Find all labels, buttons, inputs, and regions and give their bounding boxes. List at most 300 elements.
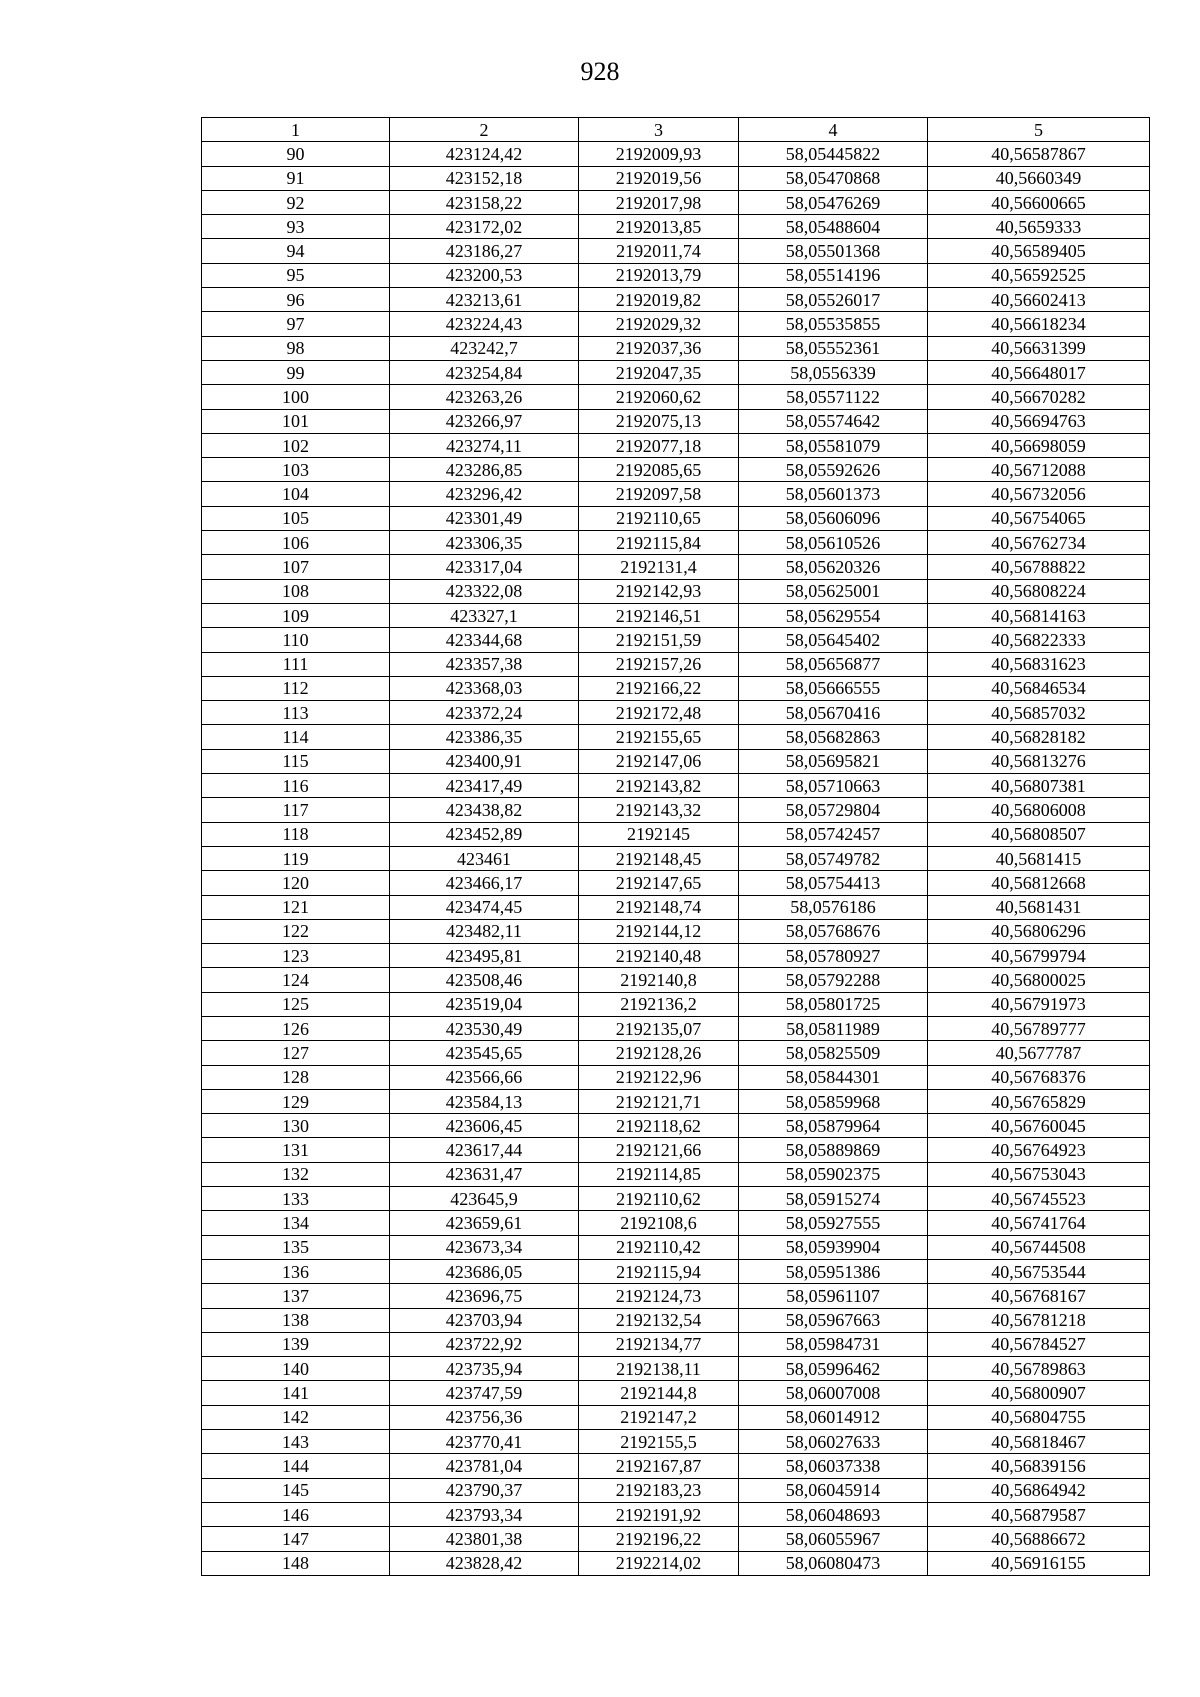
table-cell-col-3: 2192134,77 xyxy=(579,1332,739,1356)
table-cell-col-3: 2192011,74 xyxy=(579,239,739,263)
table-cell-col-2: 423317,04 xyxy=(390,555,579,579)
table-row xyxy=(202,1478,1150,1502)
table-cell-col-1: 105 xyxy=(202,506,390,530)
table-cell-col-1: 97 xyxy=(202,312,390,336)
table-row xyxy=(202,312,1150,336)
column-header-5: 5 xyxy=(928,118,1150,142)
table-cell-col-1: 132 xyxy=(202,1162,390,1186)
table-cell-col-5: 40,56712088 xyxy=(928,458,1150,482)
table-cell-col-4: 58,05645402 xyxy=(739,628,928,652)
table-cell-col-2: 423722,92 xyxy=(390,1332,579,1356)
table-cell-col-4: 58,05902375 xyxy=(739,1162,928,1186)
table-cell-col-5: 40,56760045 xyxy=(928,1114,1150,1138)
table-cell-col-1: 93 xyxy=(202,215,390,239)
table-cell-col-3: 2192019,82 xyxy=(579,288,739,312)
table-row xyxy=(202,968,1150,992)
table-row xyxy=(202,190,1150,214)
table-cell-col-5: 40,56744508 xyxy=(928,1235,1150,1259)
table-cell-col-2: 423495,81 xyxy=(390,944,579,968)
table-cell-col-1: 122 xyxy=(202,919,390,943)
table-cell-col-4: 58,05625001 xyxy=(739,579,928,603)
table-cell-col-5: 40,56765829 xyxy=(928,1089,1150,1113)
table-cell-col-4: 58,05592626 xyxy=(739,458,928,482)
table-cell-col-1: 90 xyxy=(202,142,390,166)
table-cell-col-2: 423124,42 xyxy=(390,142,579,166)
table-cell-col-2: 423263,26 xyxy=(390,385,579,409)
table-row xyxy=(202,992,1150,1016)
table-cell-col-4: 58,05801725 xyxy=(739,992,928,1016)
table-cell-col-5: 40,56764923 xyxy=(928,1138,1150,1162)
table-cell-col-4: 58,05571122 xyxy=(739,385,928,409)
table-cell-col-1: 125 xyxy=(202,992,390,1016)
table-cell-col-5: 40,56745523 xyxy=(928,1187,1150,1211)
table-cell-col-1: 135 xyxy=(202,1235,390,1259)
table-cell-col-5: 40,56789863 xyxy=(928,1357,1150,1381)
table-cell-col-4: 58,05792288 xyxy=(739,968,928,992)
table-cell-col-4: 58,06007008 xyxy=(739,1381,928,1405)
table-cell-col-4: 58,05780927 xyxy=(739,944,928,968)
table-cell-col-3: 2192037,36 xyxy=(579,336,739,360)
table-cell-col-3: 2192110,42 xyxy=(579,1235,739,1259)
table-cell-col-2: 423673,34 xyxy=(390,1235,579,1259)
table-cell-col-2: 423158,22 xyxy=(390,190,579,214)
table-cell-col-4: 58,05927555 xyxy=(739,1211,928,1235)
table-cell-col-4: 58,05656877 xyxy=(739,652,928,676)
table-row xyxy=(202,676,1150,700)
table-cell-col-3: 2192148,45 xyxy=(579,846,739,870)
table-cell-col-4: 58,05574642 xyxy=(739,409,928,433)
table-cell-col-5: 40,56600665 xyxy=(928,190,1150,214)
table-cell-col-1: 127 xyxy=(202,1041,390,1065)
table-cell-col-3: 2192196,22 xyxy=(579,1527,739,1551)
table-row xyxy=(202,1527,1150,1551)
table-cell-col-4: 58,05666555 xyxy=(739,676,928,700)
table-cell-col-2: 423186,27 xyxy=(390,239,579,263)
table-cell-col-1: 101 xyxy=(202,409,390,433)
table-row xyxy=(202,1502,1150,1526)
table-cell-col-2: 423735,94 xyxy=(390,1357,579,1381)
table-cell-col-1: 120 xyxy=(202,871,390,895)
table-cell-col-1: 100 xyxy=(202,385,390,409)
table-row xyxy=(202,1357,1150,1381)
table-cell-col-2: 423286,85 xyxy=(390,458,579,482)
table-cell-col-4: 58,05825509 xyxy=(739,1041,928,1065)
table-cell-col-3: 2192143,32 xyxy=(579,798,739,822)
table-cell-col-2: 423452,89 xyxy=(390,822,579,846)
table-row xyxy=(202,531,1150,555)
table-cell-col-3: 2192122,96 xyxy=(579,1065,739,1089)
table-cell-col-4: 58,06080473 xyxy=(739,1551,928,1575)
table-cell-col-3: 2192108,6 xyxy=(579,1211,739,1235)
table-cell-col-3: 2192145 xyxy=(579,822,739,846)
table-cell-col-1: 96 xyxy=(202,288,390,312)
table-cell-col-4: 58,06014912 xyxy=(739,1405,928,1429)
table-cell-col-5: 40,56670282 xyxy=(928,385,1150,409)
table-cell-col-3: 2192047,35 xyxy=(579,360,739,384)
table-row xyxy=(202,1162,1150,1186)
table-cell-col-3: 2192013,79 xyxy=(579,263,739,287)
table-row xyxy=(202,871,1150,895)
table-cell-col-4: 58,05749782 xyxy=(739,846,928,870)
table-cell-col-4: 58,06037338 xyxy=(739,1454,928,1478)
table-cell-col-5: 40,56800907 xyxy=(928,1381,1150,1405)
table-cell-col-4: 58,05859968 xyxy=(739,1089,928,1113)
table-row xyxy=(202,1138,1150,1162)
table-cell-col-4: 58,05996462 xyxy=(739,1357,928,1381)
table-cell-col-2: 423417,49 xyxy=(390,774,579,798)
table-row xyxy=(202,846,1150,870)
table-cell-col-3: 2192136,2 xyxy=(579,992,739,1016)
table-cell-col-4: 58,05961107 xyxy=(739,1284,928,1308)
table-row xyxy=(202,1308,1150,1332)
table-cell-col-3: 2192019,56 xyxy=(579,166,739,190)
table-cell-col-2: 423266,97 xyxy=(390,409,579,433)
table-row xyxy=(202,1284,1150,1308)
table-cell-col-3: 2192155,5 xyxy=(579,1430,739,1454)
table-cell-col-2: 423327,1 xyxy=(390,603,579,627)
table-row xyxy=(202,142,1150,166)
table-cell-col-2: 423686,05 xyxy=(390,1259,579,1283)
table-cell-col-1: 123 xyxy=(202,944,390,968)
table-cell-col-4: 58,06027633 xyxy=(739,1430,928,1454)
table-row xyxy=(202,1235,1150,1259)
table-cell-col-5: 40,56768376 xyxy=(928,1065,1150,1089)
table-cell-col-4: 58,06045914 xyxy=(739,1478,928,1502)
table-cell-col-3: 2192075,13 xyxy=(579,409,739,433)
table-cell-col-1: 95 xyxy=(202,263,390,287)
table-cell-col-2: 423368,03 xyxy=(390,676,579,700)
table-cell-col-5: 40,5677787 xyxy=(928,1041,1150,1065)
table-cell-col-1: 119 xyxy=(202,846,390,870)
table-cell-col-3: 2192029,32 xyxy=(579,312,739,336)
table-row xyxy=(202,1114,1150,1138)
table-cell-col-2: 423519,04 xyxy=(390,992,579,1016)
table-cell-col-1: 128 xyxy=(202,1065,390,1089)
table-cell-col-3: 2192114,85 xyxy=(579,1162,739,1186)
table-cell-col-2: 423703,94 xyxy=(390,1308,579,1332)
table-cell-col-5: 40,56857032 xyxy=(928,701,1150,725)
table-cell-col-1: 117 xyxy=(202,798,390,822)
table-cell-col-5: 40,56818467 xyxy=(928,1430,1150,1454)
table-cell-col-3: 2192121,71 xyxy=(579,1089,739,1113)
table-cell-col-5: 40,56741764 xyxy=(928,1211,1150,1235)
table-cell-col-5: 40,56846534 xyxy=(928,676,1150,700)
table-cell-col-1: 145 xyxy=(202,1478,390,1502)
table-row xyxy=(202,919,1150,943)
coordinates-table xyxy=(201,117,1150,1576)
table-cell-col-3: 2192132,54 xyxy=(579,1308,739,1332)
table-cell-col-3: 2192143,82 xyxy=(579,774,739,798)
table-cell-col-4: 58,05606096 xyxy=(739,506,928,530)
table-cell-col-1: 143 xyxy=(202,1430,390,1454)
table-row xyxy=(202,822,1150,846)
table-cell-col-2: 423386,35 xyxy=(390,725,579,749)
table-cell-col-1: 113 xyxy=(202,701,390,725)
table-cell-col-4: 58,06048693 xyxy=(739,1502,928,1526)
table-cell-col-5: 40,56807381 xyxy=(928,774,1150,798)
table-cell-col-5: 40,56631399 xyxy=(928,336,1150,360)
table-cell-col-5: 40,56806296 xyxy=(928,919,1150,943)
table-cell-col-2: 423254,84 xyxy=(390,360,579,384)
table-cell-col-5: 40,56808224 xyxy=(928,579,1150,603)
table-row xyxy=(202,263,1150,287)
table-cell-col-4: 58,05811989 xyxy=(739,1016,928,1040)
table-cell-col-5: 40,56753043 xyxy=(928,1162,1150,1186)
table-cell-col-5: 40,56813276 xyxy=(928,749,1150,773)
table-cell-col-5: 40,56791973 xyxy=(928,992,1150,1016)
table-cell-col-3: 2192131,4 xyxy=(579,555,739,579)
table-cell-col-4: 58,05951386 xyxy=(739,1259,928,1283)
table-row xyxy=(202,1259,1150,1283)
table-cell-col-2: 423545,65 xyxy=(390,1041,579,1065)
table-cell-col-2: 423306,35 xyxy=(390,531,579,555)
table-cell-col-5: 40,5660349 xyxy=(928,166,1150,190)
table-row xyxy=(202,506,1150,530)
table-cell-col-3: 2192115,84 xyxy=(579,531,739,555)
table-row xyxy=(202,1065,1150,1089)
table-cell-col-2: 423274,11 xyxy=(390,433,579,457)
table-cell-col-5: 40,56839156 xyxy=(928,1454,1150,1478)
table-cell-col-4: 58,05470868 xyxy=(739,166,928,190)
table-row xyxy=(202,652,1150,676)
table-cell-col-1: 142 xyxy=(202,1405,390,1429)
table-cell-col-3: 2192183,23 xyxy=(579,1478,739,1502)
table-cell-col-4: 58,05445822 xyxy=(739,142,928,166)
table-cell-col-5: 40,56812668 xyxy=(928,871,1150,895)
table-cell-col-2: 423357,38 xyxy=(390,652,579,676)
table-cell-col-3: 2192121,66 xyxy=(579,1138,739,1162)
table-cell-col-1: 107 xyxy=(202,555,390,579)
table-cell-col-2: 423438,82 xyxy=(390,798,579,822)
table-cell-col-5: 40,56788822 xyxy=(928,555,1150,579)
table-cell-col-5: 40,56618234 xyxy=(928,312,1150,336)
table-cell-col-2: 423793,34 xyxy=(390,1502,579,1526)
table-cell-col-1: 138 xyxy=(202,1308,390,1332)
table-cell-col-4: 58,05710663 xyxy=(739,774,928,798)
table-cell-col-5: 40,56781218 xyxy=(928,1308,1150,1332)
table-cell-col-4: 58,05488604 xyxy=(739,215,928,239)
table-cell-col-4: 58,05601373 xyxy=(739,482,928,506)
table-row xyxy=(202,215,1150,239)
table-cell-col-3: 2192146,51 xyxy=(579,603,739,627)
table-cell-col-1: 136 xyxy=(202,1259,390,1283)
table-cell-col-4: 58,0556339 xyxy=(739,360,928,384)
table-cell-col-5: 40,56822333 xyxy=(928,628,1150,652)
table-cell-col-1: 94 xyxy=(202,239,390,263)
table-row xyxy=(202,628,1150,652)
table-cell-col-2: 423152,18 xyxy=(390,166,579,190)
table-cell-col-5: 40,56753544 xyxy=(928,1259,1150,1283)
table-cell-col-4: 58,05879964 xyxy=(739,1114,928,1138)
column-header-4: 4 xyxy=(739,118,928,142)
table-cell-col-5: 40,56814163 xyxy=(928,603,1150,627)
table-cell-col-2: 423606,45 xyxy=(390,1114,579,1138)
table-row xyxy=(202,603,1150,627)
table-row xyxy=(202,798,1150,822)
table-cell-col-5: 40,56648017 xyxy=(928,360,1150,384)
table-cell-col-4: 58,05581079 xyxy=(739,433,928,457)
table-cell-col-3: 2192140,48 xyxy=(579,944,739,968)
table-cell-col-3: 2192138,11 xyxy=(579,1357,739,1381)
table-cell-col-2: 423781,04 xyxy=(390,1454,579,1478)
table-cell-col-3: 2192013,85 xyxy=(579,215,739,239)
table-cell-col-4: 58,05501368 xyxy=(739,239,928,263)
table-cell-col-2: 423296,42 xyxy=(390,482,579,506)
table-cell-col-3: 2192142,93 xyxy=(579,579,739,603)
table-row xyxy=(202,482,1150,506)
table-row xyxy=(202,1430,1150,1454)
table-cell-col-3: 2192077,18 xyxy=(579,433,739,457)
table-cell-col-5: 40,56831623 xyxy=(928,652,1150,676)
table-cell-col-1: 133 xyxy=(202,1187,390,1211)
table-cell-col-1: 146 xyxy=(202,1502,390,1526)
table-cell-col-1: 141 xyxy=(202,1381,390,1405)
table-cell-col-1: 129 xyxy=(202,1089,390,1113)
table-cell-col-4: 58,05754413 xyxy=(739,871,928,895)
table-cell-col-1: 106 xyxy=(202,531,390,555)
table-cell-col-2: 423790,37 xyxy=(390,1478,579,1502)
table-cell-col-1: 139 xyxy=(202,1332,390,1356)
table-row xyxy=(202,409,1150,433)
table-cell-col-2: 423242,7 xyxy=(390,336,579,360)
table-cell-col-1: 104 xyxy=(202,482,390,506)
table-cell-col-4: 58,05514196 xyxy=(739,263,928,287)
table-cell-col-1: 124 xyxy=(202,968,390,992)
table-row xyxy=(202,433,1150,457)
table-cell-col-2: 423372,24 xyxy=(390,701,579,725)
table-cell-col-5: 40,56886672 xyxy=(928,1527,1150,1551)
table-cell-col-5: 40,56602413 xyxy=(928,288,1150,312)
column-header-2: 2 xyxy=(390,118,579,142)
table-cell-col-5: 40,5681431 xyxy=(928,895,1150,919)
table-cell-col-3: 2192147,2 xyxy=(579,1405,739,1429)
table-row xyxy=(202,944,1150,968)
table-cell-col-4: 58,05967663 xyxy=(739,1308,928,1332)
table-cell-col-5: 40,56789777 xyxy=(928,1016,1150,1040)
table-cell-col-5: 40,56768167 xyxy=(928,1284,1150,1308)
table-cell-col-3: 2192115,94 xyxy=(579,1259,739,1283)
table-cell-col-4: 58,05682863 xyxy=(739,725,928,749)
table-cell-col-5: 40,56804755 xyxy=(928,1405,1150,1429)
table-cell-col-2: 423301,49 xyxy=(390,506,579,530)
table-cell-col-1: 115 xyxy=(202,749,390,773)
table-cell-col-3: 2192144,8 xyxy=(579,1381,739,1405)
table-cell-col-1: 108 xyxy=(202,579,390,603)
table-row xyxy=(202,458,1150,482)
table-row xyxy=(202,725,1150,749)
table-cell-col-4: 58,05729804 xyxy=(739,798,928,822)
table-cell-col-1: 111 xyxy=(202,652,390,676)
table-cell-col-2: 423400,91 xyxy=(390,749,579,773)
table-cell-col-4: 58,05476269 xyxy=(739,190,928,214)
table-row xyxy=(202,239,1150,263)
table-cell-col-3: 2192118,62 xyxy=(579,1114,739,1138)
table-cell-col-1: 118 xyxy=(202,822,390,846)
table-cell-col-4: 58,05742457 xyxy=(739,822,928,846)
table-cell-col-1: 91 xyxy=(202,166,390,190)
table-cell-col-1: 103 xyxy=(202,458,390,482)
table-cell-col-2: 423508,46 xyxy=(390,968,579,992)
table-cell-col-2: 423224,43 xyxy=(390,312,579,336)
table-cell-col-4: 58,05889869 xyxy=(739,1138,928,1162)
table-header xyxy=(202,118,1150,142)
table-cell-col-2: 423801,38 xyxy=(390,1527,579,1551)
table-row xyxy=(202,360,1150,384)
table-cell-col-3: 2192147,06 xyxy=(579,749,739,773)
table-row xyxy=(202,1211,1150,1235)
table-cell-col-3: 2192128,26 xyxy=(579,1041,739,1065)
table-cell-col-4: 58,05844301 xyxy=(739,1065,928,1089)
table-cell-col-3: 2192167,87 xyxy=(579,1454,739,1478)
table-cell-col-5: 40,56879587 xyxy=(928,1502,1150,1526)
table-cell-col-3: 2192124,73 xyxy=(579,1284,739,1308)
table-row xyxy=(202,336,1150,360)
table-cell-col-1: 92 xyxy=(202,190,390,214)
table-row xyxy=(202,579,1150,603)
table-cell-col-5: 40,56800025 xyxy=(928,968,1150,992)
table-row xyxy=(202,1089,1150,1113)
table-row xyxy=(202,895,1150,919)
table-cell-col-1: 99 xyxy=(202,360,390,384)
table-row xyxy=(202,1551,1150,1575)
table-cell-col-5: 40,56762734 xyxy=(928,531,1150,555)
table-cell-col-2: 423474,45 xyxy=(390,895,579,919)
table-cell-col-1: 116 xyxy=(202,774,390,798)
table-cell-col-4: 58,05768676 xyxy=(739,919,928,943)
table-cell-col-3: 2192214,02 xyxy=(579,1551,739,1575)
table-cell-col-3: 2192017,98 xyxy=(579,190,739,214)
table-cell-col-1: 144 xyxy=(202,1454,390,1478)
table-cell-col-5: 40,56732056 xyxy=(928,482,1150,506)
table-row xyxy=(202,701,1150,725)
table-cell-col-3: 2192166,22 xyxy=(579,676,739,700)
table-cell-col-3: 2192097,58 xyxy=(579,482,739,506)
table-cell-col-5: 40,56916155 xyxy=(928,1551,1150,1575)
table-cell-col-3: 2192009,93 xyxy=(579,142,739,166)
table-row xyxy=(202,1016,1150,1040)
table-cell-col-5: 40,56589405 xyxy=(928,239,1150,263)
table-cell-col-4: 58,05610526 xyxy=(739,531,928,555)
table-cell-col-2: 423770,41 xyxy=(390,1430,579,1454)
table-cell-col-5: 40,56806008 xyxy=(928,798,1150,822)
table-cell-col-1: 140 xyxy=(202,1357,390,1381)
table-cell-col-5: 40,56828182 xyxy=(928,725,1150,749)
table-cell-col-4: 58,05620326 xyxy=(739,555,928,579)
table-cell-col-5: 40,56587867 xyxy=(928,142,1150,166)
table-cell-col-2: 423645,9 xyxy=(390,1187,579,1211)
table-row xyxy=(202,749,1150,773)
table-cell-col-4: 58,05552361 xyxy=(739,336,928,360)
table-cell-col-2: 423213,61 xyxy=(390,288,579,312)
table-cell-col-3: 2192135,07 xyxy=(579,1016,739,1040)
table-cell-col-5: 40,56784527 xyxy=(928,1332,1150,1356)
table-cell-col-5: 40,5659333 xyxy=(928,215,1150,239)
table-cell-col-1: 137 xyxy=(202,1284,390,1308)
table-cell-col-4: 58,05915274 xyxy=(739,1187,928,1211)
table-row xyxy=(202,555,1150,579)
table-row xyxy=(202,1454,1150,1478)
table-cell-col-2: 423530,49 xyxy=(390,1016,579,1040)
table-cell-col-1: 131 xyxy=(202,1138,390,1162)
table-cell-col-2: 423200,53 xyxy=(390,263,579,287)
table-cell-col-5: 40,56864942 xyxy=(928,1478,1150,1502)
table-cell-col-5: 40,56698059 xyxy=(928,433,1150,457)
table-cell-col-4: 58,05629554 xyxy=(739,603,928,627)
table-cell-col-1: 98 xyxy=(202,336,390,360)
table-cell-col-3: 2192110,65 xyxy=(579,506,739,530)
table-cell-col-5: 40,5681415 xyxy=(928,846,1150,870)
table-cell-col-2: 423466,17 xyxy=(390,871,579,895)
